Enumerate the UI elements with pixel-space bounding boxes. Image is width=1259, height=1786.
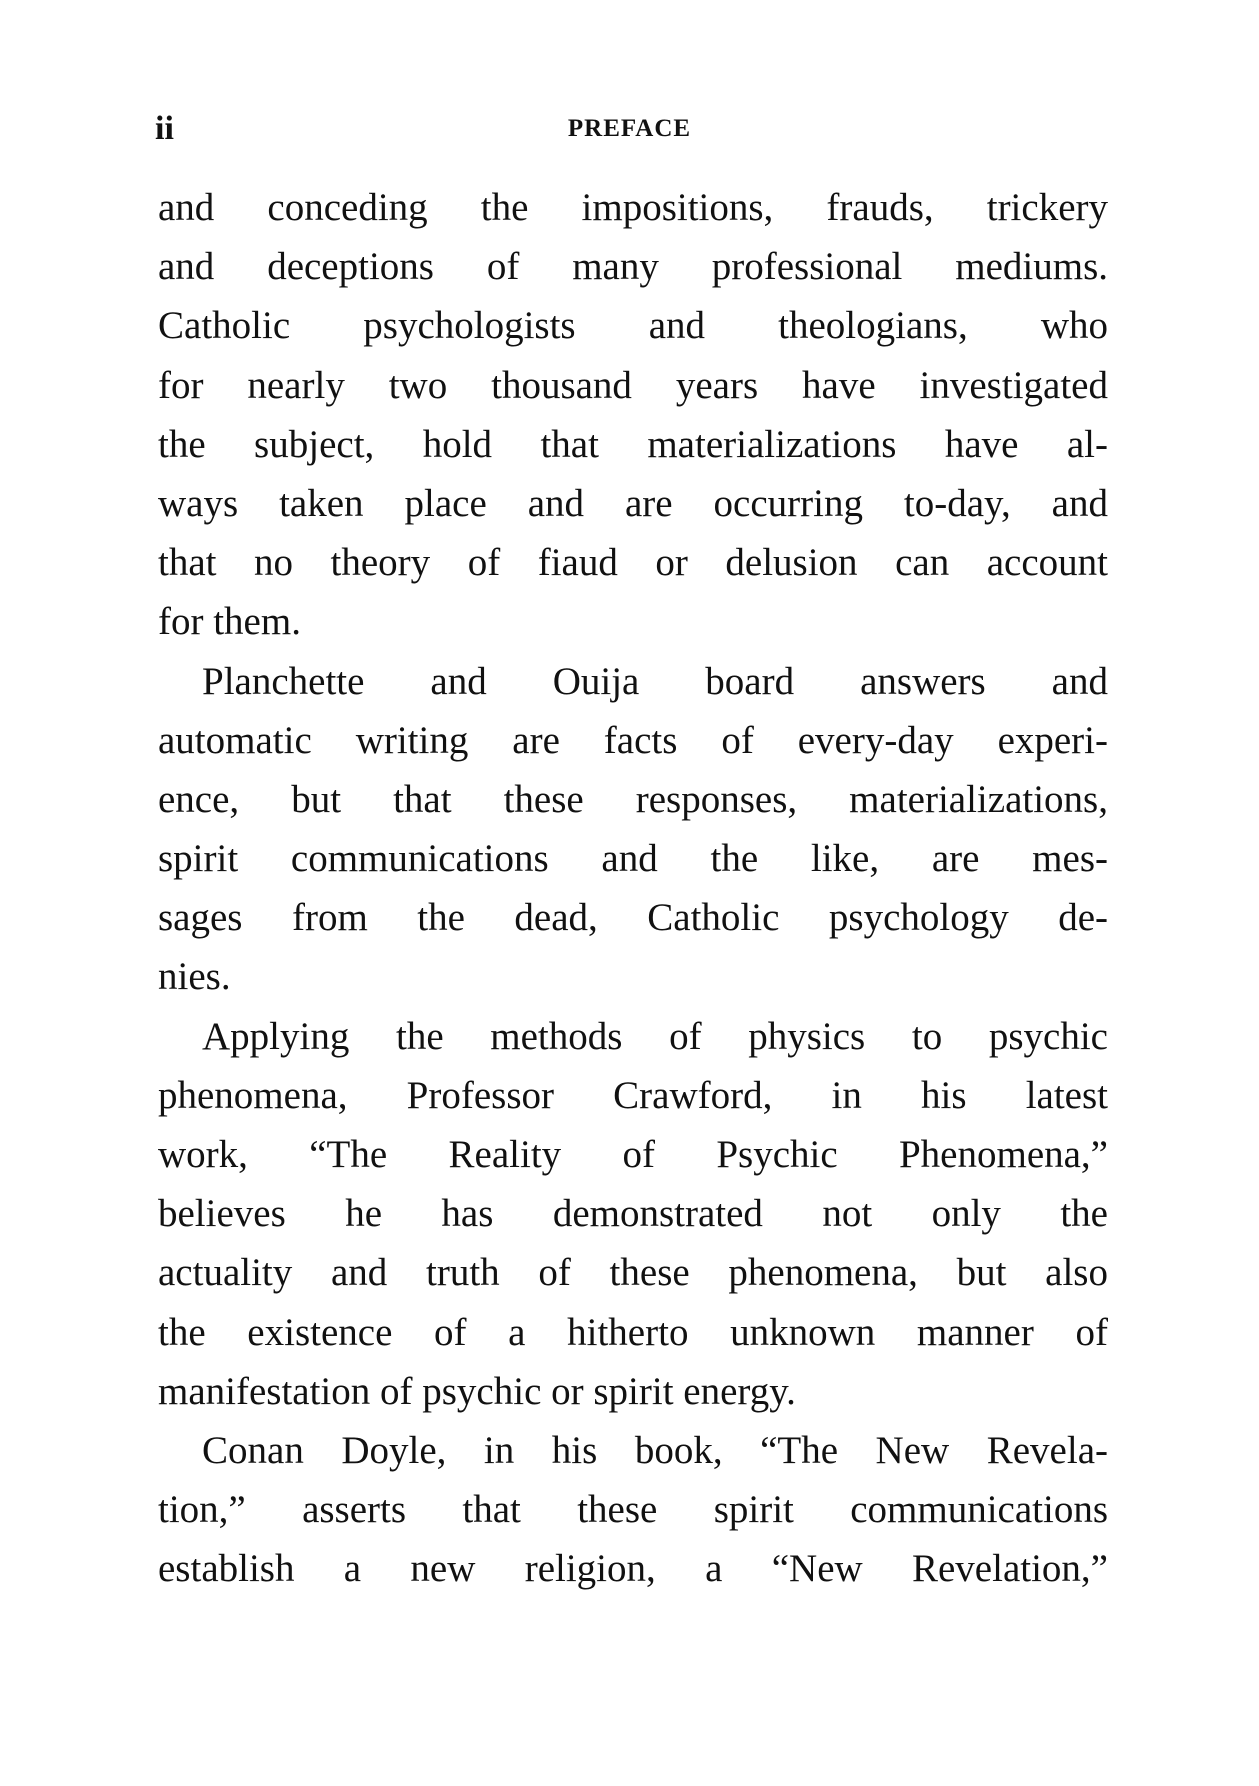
text-line: spirit communications and the like, are mes- — [158, 837, 1108, 881]
text-line: tion,” asserts that these spirit communications — [158, 1488, 1108, 1532]
text-line: phenomena, Professor Crawford, in his latest — [158, 1073, 1108, 1117]
running-head: PREFACE — [567, 115, 692, 142]
text-line: actuality and truth of these phenomena, but also — [158, 1251, 1108, 1295]
text-line: ence, but that these responses, materializations, — [158, 777, 1108, 821]
text-line: the existence of a hitherto unknown manner of — [158, 1310, 1108, 1354]
text-line: Planchette and Ouija board answers and — [202, 659, 1108, 703]
text-line: the subject, hold that materializations have al- — [158, 422, 1108, 466]
text-line: ways taken place and are occurring to-day, and — [158, 481, 1108, 525]
text-line: Applying the methods of physics to psychic — [202, 1014, 1108, 1058]
text-line: that no theory of fiaud or delusion can account — [158, 541, 1108, 585]
text-line: for them. — [158, 600, 301, 644]
text-line: manifestation of psychic or spirit energy. — [158, 1369, 796, 1413]
text-line: for nearly two thousand years have investigated — [158, 363, 1108, 407]
text-line: Conan Doyle, in his book, “The New Revela- — [202, 1428, 1108, 1472]
text-line: nies. — [158, 955, 231, 999]
text-line: sages from the dead, Catholic psychology de- — [158, 896, 1108, 940]
body-text — [158, 178, 1108, 1599]
text-line: establish a new religion, a “New Revelation,” — [158, 1547, 1108, 1591]
text-line: automatic writing are facts of every-day experi- — [158, 718, 1108, 762]
text-line: work, “The Reality of Psychic Phenomena,” — [158, 1133, 1108, 1176]
text-line: and conceding the impositions, frauds, trickery — [158, 186, 1108, 229]
text-line: and deceptions of many professional mediums. — [158, 245, 1108, 289]
text-line: believes he has demonstrated not only the — [158, 1192, 1108, 1236]
page-number: ii — [155, 110, 174, 147]
text-line: Catholic psychologists and theologians, who — [158, 304, 1108, 348]
